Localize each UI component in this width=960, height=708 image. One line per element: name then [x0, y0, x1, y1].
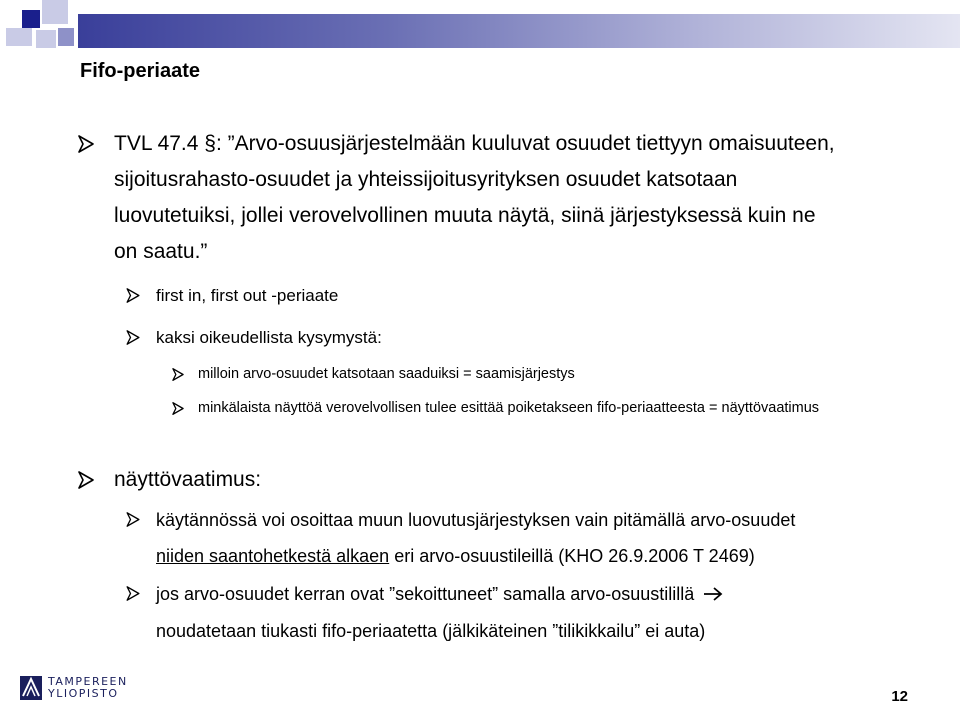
arrowhead-bullet-icon: [172, 368, 198, 381]
decor-square-dark: [22, 10, 40, 28]
bullet-1-1: [126, 278, 826, 314]
bullet-1-2-2: [172, 394, 892, 422]
bullet-2-1: [126, 502, 936, 574]
logo-line-2: YLIOPISTO: [48, 687, 119, 700]
arrowhead-bullet-icon: [126, 512, 156, 527]
bullet-2-2-text-a: jos arvo-osuudet kerran ovat ”sekoittuneet” samalla arvo-osuustilillä: [156, 584, 695, 604]
logo-text: [48, 676, 128, 700]
bullet-1-1-text: first in, first out -periaate: [156, 286, 339, 305]
bullet-1-text: TVL 47.4 §: ”Arvo-osuusjärjestelmään kuuluvat osuudet tiettyyn omaisuuteen, sijoitusrahasto-osuudet ja yhteissijoitusyrityksen osuudet katsotaan luovutetuiksi, jollei verovelvollinen muuta näytä, siinä järjestyksessä kuin ne on saatu.”: [114, 132, 835, 263]
decor-square-light: [36, 30, 56, 48]
bullet-2-text: näyttövaatimus:: [114, 468, 262, 491]
slide-title: Fifo-periaate: [80, 60, 201, 82]
bullet-2: [78, 462, 838, 498]
bullet-2-1-text: [156, 502, 795, 574]
page-number: 12: [891, 688, 908, 705]
right-arrow-icon: [703, 577, 723, 613]
arrowhead-bullet-icon: [126, 288, 156, 303]
university-logo: [20, 676, 128, 700]
bullet-2-2-text-b: noudatetaan tiukasti fifo-periaatetta (jälkikäteinen ”tilikikkailu” ei auta): [156, 621, 706, 642]
bullet-2-2-text: [156, 576, 723, 649]
bullet-2-2: [126, 576, 936, 649]
bullet-2-1-text-a: käytännössä voi osoittaa muun luovutusjärjestyksen vain pitämällä arvo-osuudet: [156, 510, 796, 530]
arrowhead-bullet-icon: [78, 471, 114, 489]
bullet-2-1-underlined: niiden saantohetkestä alkaen: [156, 546, 390, 566]
arrowhead-bullet-icon: [126, 330, 156, 345]
decor-square-light: [42, 0, 68, 24]
arrowhead-bullet-icon: [78, 135, 114, 153]
bullet-1-2-text: kaksi oikeudellista kysymystä:: [156, 328, 382, 347]
bullet-1-2-1: [172, 360, 892, 388]
arrowhead-bullet-icon: [126, 586, 156, 601]
bullet-1-2-1-text: milloin arvo-osuudet katsotaan saaduiksi = saamisjärjestys: [198, 366, 575, 382]
bullet-2-1-text-b: eri arvo-osuustileillä (KHO 26.9.2006 T 2469): [389, 546, 755, 566]
bullet-1: [78, 126, 838, 270]
arrowhead-bullet-icon: [172, 402, 198, 415]
decor-square-dark: [58, 28, 74, 46]
logo-line-1: TAMPEREEN: [48, 675, 128, 688]
decor-square-light: [6, 28, 32, 46]
logo-mark-icon: [20, 676, 42, 700]
bullet-1-2-2-text: minkälaista näyttöä verovelvollisen tulee esittää poiketakseen fifo-periaatteesta = näyttövaatimus: [198, 400, 820, 416]
header-band: [78, 14, 960, 48]
bullet-1-2: [126, 320, 826, 356]
